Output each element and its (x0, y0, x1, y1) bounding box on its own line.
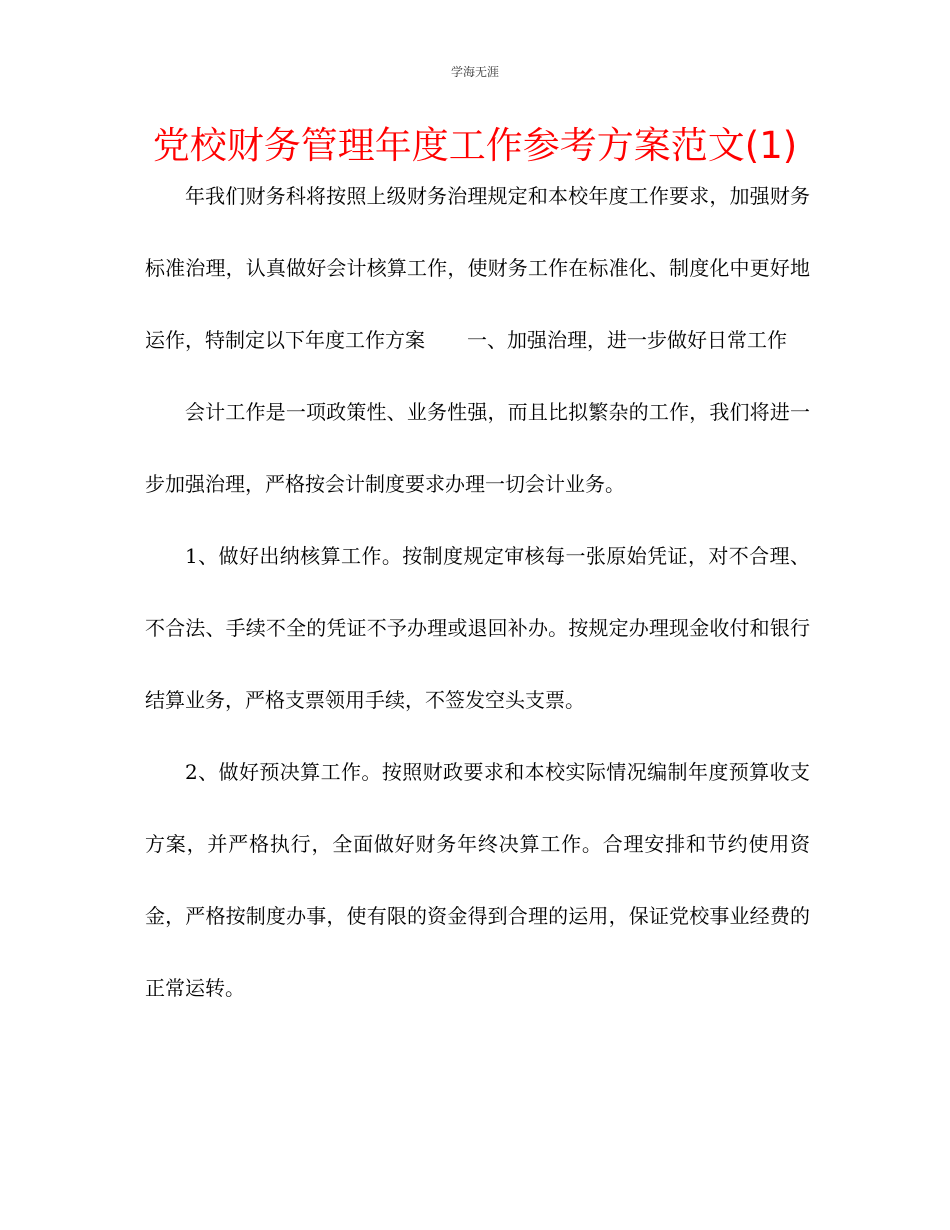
document-body (145, 160, 810, 1024)
paragraph-accounting: 会计工作是一项政策性、业务性强，而且比拟繁杂的工作，我们将进一步加强治理，严格按会计制度要求办理一切会计业务。 (145, 400, 810, 496)
paragraph-intro (145, 160, 810, 376)
section-heading-1: 一、加强治理，进一步做好日常工作 (467, 328, 787, 352)
paragraph-cashier: 1、做好出纳核算工作。按制度规定审核每一张原始凭证，对不合理、不合法、手续不全的凭证不予办理或退回补办。按规定办理现金收付和银行结算业务，严格支票领用手续，不签发空头支票。 (145, 544, 810, 712)
document-title: 党校财务管理年度工作参考方案范文(1) (152, 124, 798, 167)
paragraph-budget: 2、做好预决算工作。按照财政要求和本校实际情况编制年度预算收支方案，并严格执行，全面做好财务年终决算工作。合理安排和节约使用资金，严格按制度办事，使有限的资金得到合理的运用，保证党校事业经费的正常运转。 (145, 760, 810, 1000)
paragraph-intro-text: 年我们财务科将按照上级财务治理规定和本校年度工作要求，加强财务标准治理，认真做好会计核算工作，使财务工作在标准化、制度化中更好地运作，特制定以下年度工作方案 (145, 184, 810, 352)
page-header: 学海无涯 (450, 65, 499, 79)
